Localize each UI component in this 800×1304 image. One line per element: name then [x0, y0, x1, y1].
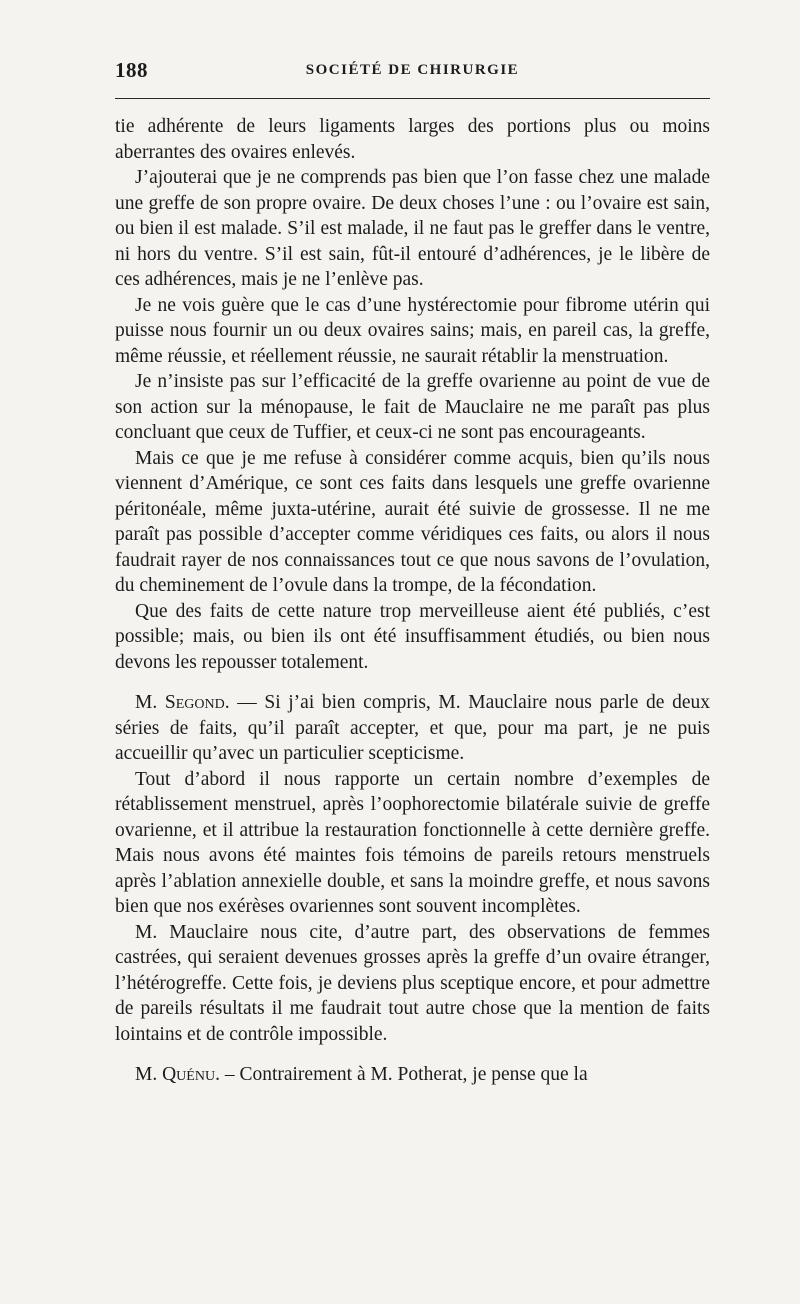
speaker-name: Quénu [162, 1064, 216, 1085]
paragraph: Je n’insiste pas sur l’efficacité de la greffe ovarienne au point de vue de son action sur la ménopause, le fait de Mauclaire ne me paraît pas plus concluant que ceux de Tuffier, et ceux-ci ne sont pas encourageants. [115, 371, 710, 443]
paragraph-text: . – Contrairement à M. Potherat, je pense que la [215, 1064, 588, 1085]
paragraph: M. Mauclaire nous cite, d’autre part, des observations de femmes castrées, qui seraient devenues grosses après la greffe d’un ovaire étranger, l’hétérogreffe. Cette fois, je deviens plus sceptique encore, et pour admettre de pareils résultats il me faudrait tout autre chose que la mention de faits lointains et de contrôle impossible. [115, 921, 710, 1045]
page-header [115, 58, 710, 88]
running-title: SOCIÉTÉ DE CHIRURGIE [305, 62, 520, 78]
paragraph: Que des faits de cette nature trop merveilleuse aient été publiés, c’est possible; mais, ou bien ils ont été insuffisamment étudiés, ou bien nous devons les repousser totalement. [115, 600, 710, 673]
paragraph-text: . — Si j’ai bien compris, M. Mauclaire nous parle de deux séries de faits, qu’il paraît accepter, et que, pour ma part, je ne puis accueillir qu’avec un particulier scepticisme. [115, 692, 710, 764]
speaker-name: Segond [164, 692, 225, 713]
speaker-prefix: M. [135, 1064, 163, 1085]
speaker-paragraph [115, 1062, 710, 1088]
paragraph: tie adhérente de leurs ligaments larges des portions plus ou moins aberrantes des ovaires enlevés. [115, 116, 710, 163]
header-rule [115, 98, 710, 99]
paragraph: Tout d’abord il nous rapporte un certain nombre d’exemples de rétablissement menstruel, après l’oophorectomie bilatérale suivie de greffe ovarienne, et il attribue la restauration fonctionnelle à cette dernière greffe. Mais nous avons été maintes fois témoins de pareils retours menstruels après l’ablation annexielle double, et sans la moindre greffe, et nous savons bien que nos exérèses ovariennes sont souvent incomplètes. [115, 768, 710, 917]
paragraph: Mais ce que je me refuse à considérer comme acquis, bien qu’ils nous viennent d’Amérique, ce sont ces faits dans lesquels une greffe ovarienne péritonéale, même juxta-utérine, aurait été suivie de grossesse. Il ne me paraît pas possible d’accepter comme véridiques ces faits, ou alors il nous faudrait rayer de nos connaissances tout ce que nous savons de l’ovulation, du cheminement de l’ovule dans la trompe, de la fécondation. [115, 447, 710, 596]
speaker-paragraph [115, 690, 710, 767]
paragraph: Je ne vois guère que le cas d’une hystérectomie pour fibrome utérin qui puisse nous fournir un ou deux ovaires sains; mais, en pareil cas, la greffe, même réussie, et réellement réussie, ne saurait rétablir la menstruation. [115, 294, 710, 367]
page-number: 188 [115, 58, 148, 82]
paragraph: J’ajouterai que je ne comprends pas bien que l’on fasse chez une malade une greffe de son propre ovaire. De deux choses l’une : ou l’ovaire est sain, ou bien il est malade. S’il est malade, il ne faut pas le greffer dans le ventre, ni hors du ventre. S’il est sain, fût-il entouré d’adhérences, je le libère de ces adhérences, mais je ne l’enlève pas. [115, 167, 710, 290]
speaker-prefix: M. [135, 692, 165, 713]
body-text [115, 114, 710, 1088]
